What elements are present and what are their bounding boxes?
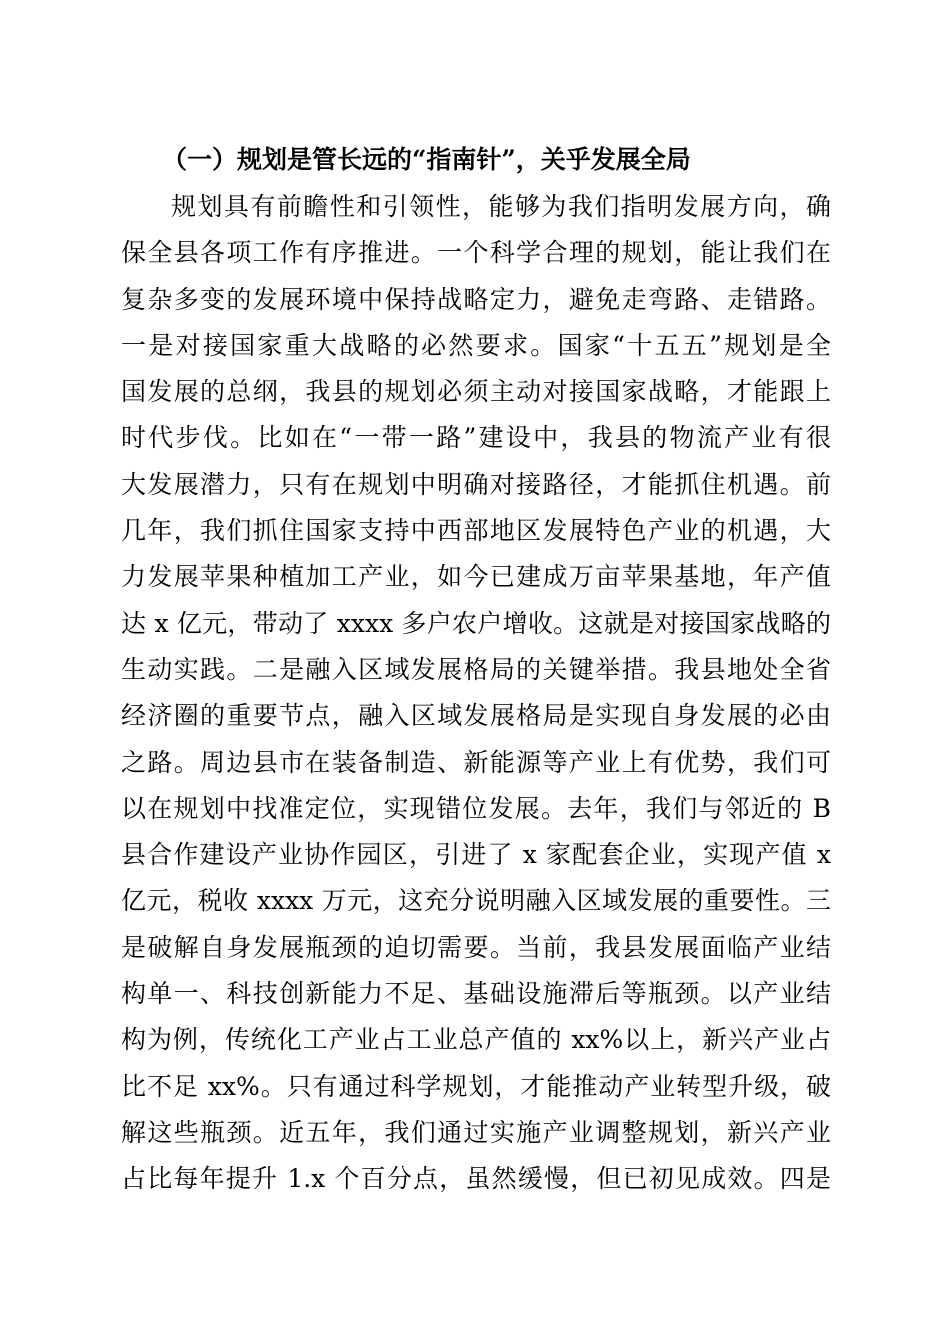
paragraph-line: 达 x 亿元，带动了 xxxx 多户农户增收。这就是对接国家战略的: [121, 608, 831, 638]
paragraph-line: 以在规划中找准定位，实现错位发展。去年，我们与邻近的 B: [121, 793, 831, 823]
section-heading: （一）规划是管长远的“指南针”，关乎发展全局: [162, 145, 691, 174]
paragraph-line: 比不足 xx%。只有通过科学规划，才能推动产业转型升级，破: [121, 1071, 831, 1101]
paragraph-line: 国发展的总纲，我县的规划必须主动对接国家战略，才能跟上: [121, 377, 831, 407]
paragraph-line: 构为例，传统化工产业占工业总产值的 xx%以上，新兴产业占: [121, 1025, 831, 1055]
paragraph-line: 一是对接国家重大战略的必然要求。国家“十五五”规划是全: [121, 330, 831, 360]
paragraph-line: 生动实践。二是融入区域发展格局的关键举措。我县地处全省: [121, 654, 831, 684]
paragraph-line: 几年，我们抓住国家支持中西部地区发展特色产业的机遇，大: [121, 516, 831, 546]
paragraph-line: 经济圈的重要节点，融入区域发展格局是实现自身发展的必由: [121, 701, 831, 731]
paragraph-line: 亿元，税收 xxxx 万元，这充分说明融入区域发展的重要性。三: [121, 886, 831, 916]
paragraph-line: 是破解自身发展瓶颈的迫切需要。当前，我县发展面临产业结: [121, 932, 831, 962]
paragraph-line: 复杂多变的发展环境中保持战略定力，避免走弯路、走错路。: [121, 284, 831, 314]
paragraph-line: 力发展苹果种植加工产业，如今已建成万亩苹果基地，年产值: [121, 562, 831, 592]
paragraph-line: 保全县各项工作有序推进。一个科学合理的规划，能让我们在: [121, 238, 831, 268]
paragraph-line: 之路。周边县市在装备制造、新能源等产业上有优势，我们可: [121, 747, 831, 777]
paragraph-line: 县合作建设产业协作园区，引进了 x 家配套企业，实现产值 x: [121, 840, 831, 870]
body-paragraph: [121, 184, 831, 1203]
paragraph-line: 解这些瓶颈。近五年，我们通过实施产业调整规划，新兴产业: [121, 1117, 831, 1147]
paragraph-line: 占比每年提升 1.x 个百分点，虽然缓慢，但已初见成效。四是: [121, 1164, 831, 1194]
paragraph-line: 构单一、科技创新能力不足、基础设施滞后等瓶颈。以产业结: [121, 979, 831, 1009]
paragraph-line: 规划具有前瞻性和引领性，能够为我们指明发展方向，确: [171, 192, 831, 221]
paragraph-line: 大发展潜力，只有在规划中明确对接路径，才能抓住机遇。前: [121, 469, 831, 499]
paragraph-line: 时代步伐。比如在“一带一路”建设中，我县的物流产业有很: [121, 423, 831, 453]
